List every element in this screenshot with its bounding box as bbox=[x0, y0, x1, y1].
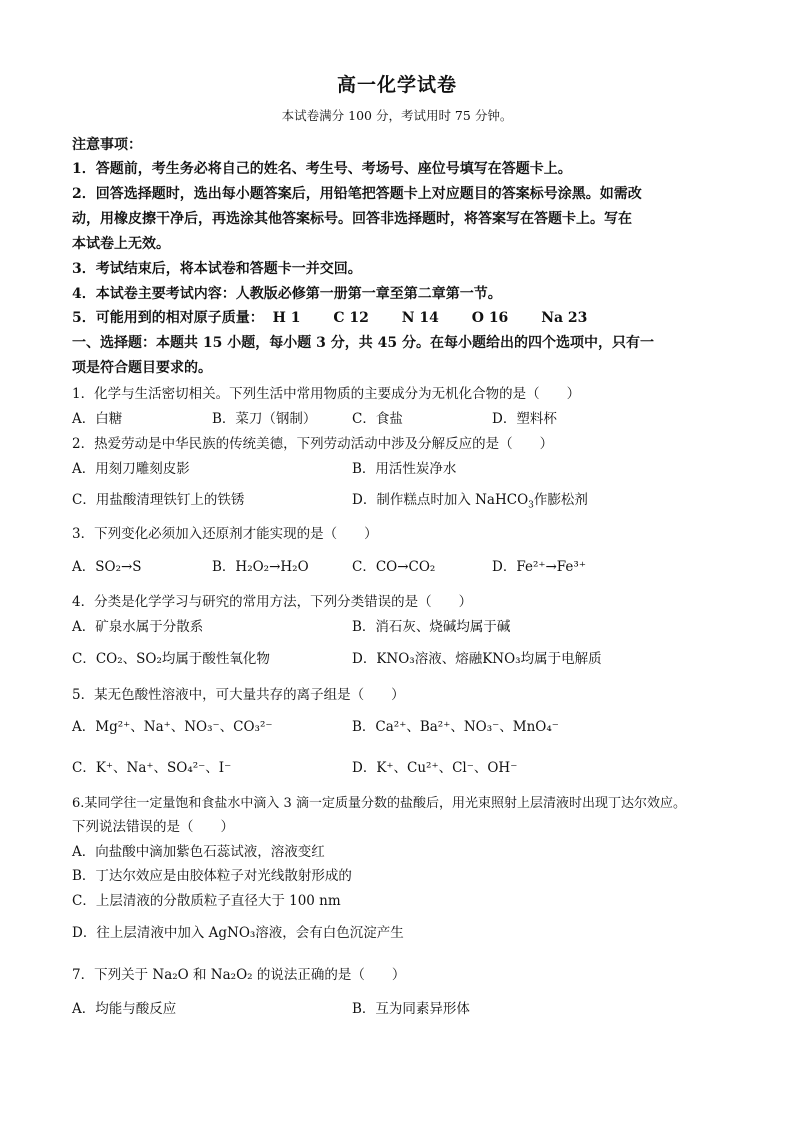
note-2-line-3: 本试卷上无效。 bbox=[72, 236, 170, 252]
q1-option-b: B．菜刀（钢制） bbox=[212, 411, 317, 427]
q5-option-d: D．K⁺、Cu²⁺、Cl⁻、OH⁻ bbox=[352, 760, 518, 776]
atom-mass-h: H 1 bbox=[272, 310, 301, 326]
q5-stem: 5．某无色酸性溶液中，可大量共存的离子组是（ ） bbox=[72, 687, 405, 703]
q5-option-c: C．K⁺、Na⁺、SO₄²⁻、I⁻ bbox=[72, 760, 232, 776]
exam-title: 高一化学试卷 bbox=[336, 74, 457, 96]
note-3: 3．考试结束后，将本试卷和答题卡一并交回。 bbox=[72, 261, 362, 277]
note-5 bbox=[72, 307, 587, 327]
atom-mass-na: Na 23 bbox=[541, 310, 588, 326]
note-5-label: 5．可能用到的相对原子质量： bbox=[72, 310, 264, 326]
q1-option-a: A．白糖 bbox=[72, 411, 123, 427]
q5-option-a: A．Mg²⁺、Na⁺、NO₃⁻、CO₃²⁻ bbox=[72, 719, 273, 735]
note-2-line-2: 动，用橡皮擦干净后，再选涂其他答案标号。回答非选择题时，将答案写在答题卡上。写在 bbox=[72, 211, 632, 227]
q4-option-b: B．消石灰、烧碱均属于碱 bbox=[352, 619, 511, 635]
section-1-line-2: 项是符合题目要求的。 bbox=[72, 360, 212, 376]
q2-option-d: D．制作糕点时加入 NaHCO$_3$作膨松剂 bbox=[352, 492, 588, 511]
q6-option-c: C．上层清液的分散质粒子直径大于 100 nm bbox=[72, 893, 341, 909]
q3-option-c: C．CO→CO₂ bbox=[352, 559, 436, 575]
note-2-line-1: 2．回答选择题时，选出每小题答案后，用铅笔把答题卡上对应题目的答案标号涂黑。如需改 bbox=[72, 186, 642, 202]
atom-mass-o: O 16 bbox=[471, 310, 509, 326]
q3-option-d: D．Fe²⁺→Fe³⁺ bbox=[492, 559, 586, 575]
exam-subtitle: 本试卷满分 100 分，考试用时 75 分钟。 bbox=[281, 108, 513, 123]
q2-option-c: C．用盐酸清理铁钉上的铁锈 bbox=[72, 492, 245, 508]
q6-option-b: B．丁达尔效应是由胶体粒子对光线散射形成的 bbox=[72, 868, 352, 884]
q6-stem-line-2: 下列说法错误的是（ ） bbox=[72, 819, 234, 835]
q4-option-a: A．矿泉水属于分散系 bbox=[72, 619, 204, 635]
q2-option-a: A．用刻刀雕刻皮影 bbox=[72, 461, 190, 477]
q2-stem: 2．热爱劳动是中华民族的传统美德，下列劳动活动中涉及分解反应的是（ ） bbox=[72, 436, 554, 452]
q5-option-b: B．Ca²⁺、Ba²⁺、NO₃⁻、MnO₄⁻ bbox=[352, 719, 559, 735]
note-4: 4．本试卷主要考试内容：人教版必修第一册第一章至第二章第一节。 bbox=[72, 286, 502, 302]
atom-mass-c: C 12 bbox=[333, 310, 369, 326]
note-1: 1．答题前，考生务必将自己的姓名、考生号、考场号、座位号填写在答题卡上。 bbox=[72, 161, 572, 177]
q3-stem: 3．下列变化必须加入还原剂才能实现的是（ ） bbox=[72, 526, 378, 542]
atom-mass-n: N 14 bbox=[401, 310, 439, 326]
q2-option-b: B．用活性炭净水 bbox=[352, 461, 457, 477]
q4-option-d: D．KNO₃溶液、熔融KNO₃均属于电解质 bbox=[352, 651, 602, 667]
q7-option-b: B．互为同素异形体 bbox=[352, 1001, 470, 1017]
q1-option-d: D．塑料杯 bbox=[492, 411, 557, 427]
q7-stem: 7．下列关于 Na₂O 和 Na₂O₂ 的说法正确的是（ ） bbox=[72, 967, 406, 983]
q6-stem-line-1: 6.某同学往一定量饱和食盐水中滴入 3 滴一定质量分数的盐酸后，用光束照射上层清液时出现丁达尔效应。 bbox=[72, 796, 686, 811]
q4-stem: 4．分类是化学学习与研究的常用方法，下列分类错误的是（ ） bbox=[72, 594, 473, 610]
q3-option-b: B．H₂O₂→H₂O bbox=[212, 559, 309, 575]
section-1-line-1: 一、选择题：本题共 15 小题，每小题 3 分，共 45 分。在每小题给出的四个选项中，只有一 bbox=[72, 335, 654, 351]
q7-option-a: A．均能与酸反应 bbox=[72, 1001, 177, 1017]
q1-option-c: C．食盐 bbox=[352, 411, 403, 427]
notes-heading: 注意事项： bbox=[72, 137, 142, 153]
q3-option-a: A．SO₂→S bbox=[72, 559, 142, 575]
q1-stem: 1．化学与生活密切相关。下列生活中常用物质的主要成分为无机化合物的是（ ） bbox=[72, 386, 581, 402]
q6-option-d: D．往上层清液中加入 AgNO₃溶液，会有白色沉淀产生 bbox=[72, 925, 404, 941]
q4-option-c: C．CO₂、SO₂均属于酸性氧化物 bbox=[72, 651, 270, 667]
q6-option-a: A．向盐酸中滴加紫色石蕊试液，溶液变红 bbox=[72, 844, 325, 860]
